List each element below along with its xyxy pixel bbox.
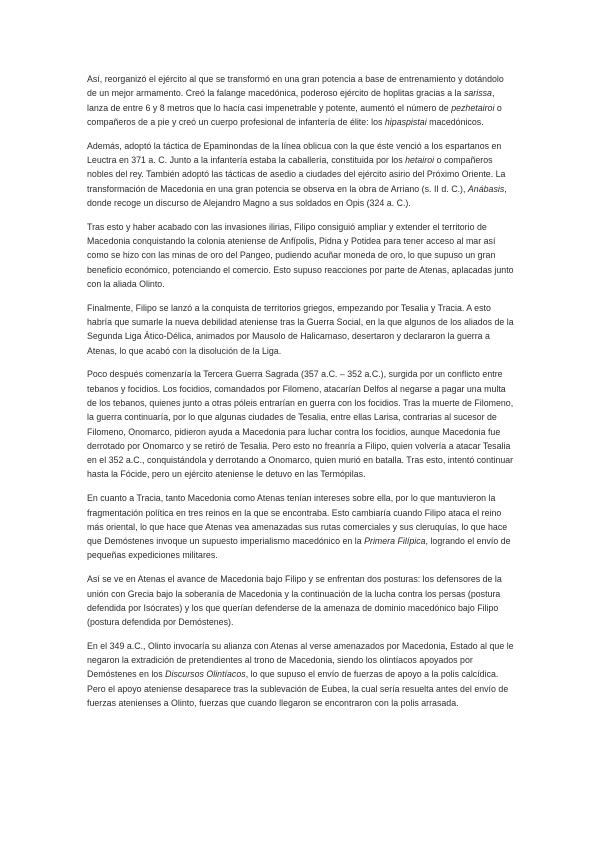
text-run: , donde recoge un discurso de Alejandro Magno a sus soldados en Opis (324 a. C.). <box>87 183 507 208</box>
text-run: En cuanto a Tracia, tanto Macedonia como Atenas tenían intereses sobre ella, por lo que mantuvieron la fragmentación política en tres reinos en la que se encontraba. Esto cambiaría cuando Filipo ataca el reino más oriental, lo que hace que Atenas vea amenazadas sus rutas comerciales y sus cleruquías, lo que hace que Demóstenes invoque un supuesto imperialismo macedónico en la <box>87 493 508 547</box>
text-run: Además, adoptó la táctica de Epaminondas de la línea oblicua con la que éste venció a los espartanos en Leuctra en 371 a. C. Junto a la infantería estaba la caballería, constituida por los <box>87 140 502 165</box>
italic-term: sarissa <box>463 88 492 99</box>
paragraph <box>87 572 514 629</box>
paragraph <box>87 139 514 210</box>
paragraph <box>87 301 514 358</box>
italic-term: hipaspistai <box>384 116 427 127</box>
italic-term: Anábasis <box>467 183 505 194</box>
italic-term: pezhetairoi <box>451 102 495 113</box>
text-run: Poco después comenzaría la Tercera Guerra Sagrada (357 a.C. – 352 a.C.), surgida por un conflicto entre tebanos y focidios. Los focidios, comandados por Filomeno, atacarían Delfos al negarse a pagar una multa de los tebanos, quienes junto a otras póleis entrarían en guerra con los focidios. Tras la muerte de Filomeno, la guerra continuaría, por lo que algunas ciudades de Tesalia, entre ellas Larisa, contrarias al sucesor de Filomeno, Onomarco, pidieron ayuda a Macedonia para luchar contra los focidios, aunque Macedonia fue derrotado por Onomarco y se retiró de Tesalia. Pero esto no freanría a Filipo, quien volvería a atacar Tesalia en el 352 a.C., conquistándola y derrotando a Onomarco, quien murió en batalla. Tras esto, intentó continuar hasta la Fócide, pero un ejército ateniense le detuvo en las Termópilas. <box>87 369 514 480</box>
text-run: macedónicos. <box>426 116 484 127</box>
paragraph <box>87 220 514 291</box>
text-run: Tras esto y haber acabado con las invasiones ilirias, Filipo consiguió ampliar y extender el territorio de Macedonia conquistando la colonia ateniense de Anfípolis, Pidna y Potidea para tener acceso al mar así como se hizo con las minas de oro del Pangeo, pudiendo acuñar moneda de oro, lo que supuso un gran beneficio económico, potenciando el comercio. Esto supuso reacciones por parte de Atenas, aplacadas junto con la aliada Olinto. <box>87 221 514 289</box>
italic-term: Discursos Olintíacos <box>165 669 246 680</box>
paragraph <box>87 639 514 710</box>
text-run: En el 349 a.C., Olinto invocaría su alianza con Atenas al verse amenazados por Macedonia, Estado al que le negaron la extradición de pretendientes al trono de Macedonia, siendo los olintíacos apoyados por Demóstenes en los <box>87 640 514 680</box>
paragraph <box>87 367 514 481</box>
text-run: Finalmente, Filipo se lanzó a la conquista de territorios griegos, empezando por Tesalia y Tracia. A esto habría que sumarle la nueva debilidad ateniense tras la Guerra Social, en la que algunos de los aliados de la Segunda Liga Ático-Délica, animados por Mausolo de Halicarnaso, desertaron y declararon la guerra a Atenas, lo que acabó con la disolución de la Liga. <box>87 302 514 356</box>
paragraph <box>87 72 514 129</box>
italic-term: Primera Filípica <box>364 536 426 547</box>
italic-term: hetairoi <box>405 154 435 165</box>
text-run: , lo que supuso el envío de fuerzas de apoyo a la polis calcídica. Pero el apoyo ateniense desaparece tras la sublevación de Eubea, la cual sería resuelta antes del envío de fuerzas atenienses a Olinto, fuerzas que cuando llegaron se encontraron con la polis arrasada. <box>87 669 509 709</box>
document-body <box>87 72 514 720</box>
text-run: , lanza de entre 6 y 8 metros que lo hacía casi impenetrable y potente, aumentó el número de <box>87 88 495 113</box>
text-run: , logrando el envío de pequeñas expediciones militares. <box>87 536 511 561</box>
paragraph <box>87 491 514 562</box>
text-run: o compañeros nobles del rey. También adoptó las tácticas de asedio a ciudades del ejército asirio del Próximo Oriente. La transformación de Macedonia en una gran potencia se observa en la obra de Arriano (s. II d. C.), <box>87 154 506 194</box>
text-run: o compañeros de a pie y creó un cuerpo profesional de infantería de élite: los <box>87 102 502 127</box>
text-run: Así, reorganizó el ejército al que se transformó en una gran potencia a base de entrenamiento y dotándolo de un mejor armamento. Creó la falange macedónica, poderoso ejército de hoplitas gracias a la <box>87 74 504 99</box>
text-run: Así se ve en Atenas el avance de Macedonia bajo Filipo y se enfrentan dos posturas: los defensores de la unión con Grecia bajo la soberanía de Macedonia y la continuación de la lucha contra los persas (postura defendida por Isócrates) y los que querían defenderse de la amenaza de dominio macedónico bajo Filipo (postura defendida por Demóstenes). <box>87 574 502 628</box>
